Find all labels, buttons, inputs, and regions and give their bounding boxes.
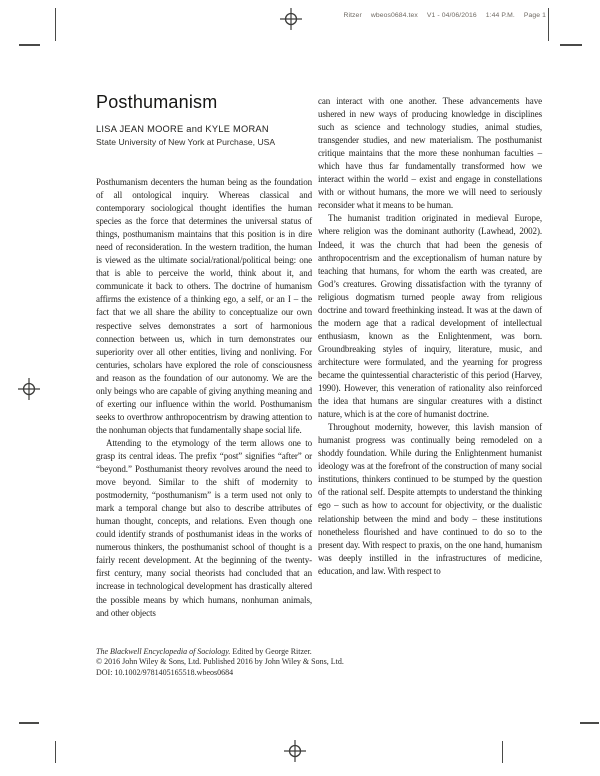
imprint-footnote	[96, 647, 426, 678]
crop-mark-top-left-tick	[55, 8, 56, 41]
running-head-time: 1:44 P.M.	[485, 12, 515, 19]
crop-mark-top-right-dash	[560, 44, 582, 46]
running-head-page-number: Page 1	[523, 12, 546, 19]
body-paragraph: Throughout modernity, however, this lavish mansion of humanist progress was continually being remodeled on a shoddy foundation. While during the Enlightenment humanist ideology was at the forefront of the construction of many social institutions, thinkers continued to be stumped by the question of the rational self. Despite attempts to understand the thinking ego – such as how to account for objectivity, or the dualistic relationship between the mind and body – these institutions nonetheless flourished and have continued to do so to the present day. With respect to praxis, on the one hand, humanism was deeply instilled in the infrastructures of medicine, education, and law. With respect to	[318, 422, 542, 576]
running-head-version-date: V1 - 04/06/2016	[426, 12, 477, 19]
left-column	[96, 176, 312, 620]
entry-title: Posthumanism	[96, 92, 218, 112]
body-paragraph: can interact with one another. These advancements have ushered in new ways of producing knowledge in disciplines such as science and technology studies, animal studies, transgender studies, and new materialism. The posthumanist critique maintains that the more these nonhuman faculties – which have thus far fundamentally transformed how we interact within the world – exist and engage in constellations with or without humans, the more we will need to seriously reconsider what it means to be human.	[318, 96, 542, 211]
body-paragraph: Posthumanism decenters the human being as the foundation of all ontological inquiry. Whereas classical and contemporary sociological thought identifies the human species as the force that determines the universal status of things, posthumanism maintains that this position is in dire need of reconsideration. In the western tradition, the human is viewed as the ultimate social/rational/political being: one that is able to perceive the world, think about it, and communicate it back to others. The doctrine of humanism affirms the existence of a thinking ego, a self, or an I – the fact that we all share the ability to conceptualize our own respective selves demonstrates a sort of harmonious connection between us, which in turn demonstrates our superiority over all other entities, living and nonliving. For centuries, scholars have explored the role of consciousness and reason as the foundation of our autonomy. We are the only beings who are capable of giving anything meaning and of exerting our influence within the world. Posthumanism seeks to overthrow anthropocentrism by drawing attention to the nonhuman objects that fundamentally shape social life.	[96, 177, 312, 435]
imprint-line-series	[96, 647, 426, 657]
registration-mark-icon	[284, 740, 306, 762]
running-head-filename: wbeos0684.tex	[370, 12, 418, 19]
crop-mark-bottom-right-tick	[502, 741, 503, 763]
crop-mark-top-right-tick	[548, 8, 549, 41]
crop-mark-top-left-dash	[19, 44, 40, 46]
body-paragraph: Attending to the etymology of the term allows one to grasp its central ideas. The prefix “post” signifies “after” or “beyond.” Posthumanist theory revolves around the need to move beyond. Similar to the shift of modernity to postmodernity, “posthumanism” is a term used not only to mark a temporal change but also to describe attributes of human thought, concepts, and relations. Even though one could identify strands of posthumanist ideas in the works of numerous thinkers, the posthumanist school of thought is a fairly recent development. At the beginning of the twenty-first century, many social theorists had concluded that an increase in technological development has drastically altered the possible means by which humans, nonhuman animals, and other objects	[96, 437, 312, 618]
series-title: The Blackwell Encyclopedia of Sociology.	[96, 647, 231, 656]
series-editor: Edited by George Ritzer.	[230, 647, 312, 656]
imprint-line-copyright: © 2016 John Wiley & Sons, Ltd. Published 2016 by John Wiley & Sons, Ltd.	[96, 657, 344, 667]
crop-mark-bottom-left-tick	[55, 741, 56, 763]
imprint-line-doi: DOI: 10.1002/9781405165518.wbeos0684	[96, 667, 234, 677]
registration-mark-icon	[280, 8, 302, 30]
entry-affiliation: State University of New York at Purchase, USA	[96, 137, 276, 147]
crop-mark-bottom-right-dash	[580, 722, 599, 724]
registration-mark-icon	[18, 378, 40, 400]
crop-mark-bottom-left-dash	[19, 722, 39, 724]
right-column	[318, 95, 542, 578]
running-head-editor: Ritzer	[343, 12, 362, 19]
body-paragraph: The humanist tradition originated in medieval Europe, where religion was the dominant authority (Lawhead, 2002). Indeed, it was the church that had been the genesis of anthropocentrism and the exceptionalism of human nature by teaching that humans, for whom the earth was created, are God’s creatures. Growing dissatisfaction with the tyranny of religious dogmatism turned people away from religious doctrine and toward freethinking instead. It was at the dawn of the modern age that a radical development of intellectual enthusiasm, known as the Enlightenment, was born. Groundbreaking styles of inquiry, literature, music, and architecture were formulated, and the yearning for progress became the quintessential characteristic of this period (Harvey, 1990). However, this veneration of rationality also reinforced the idea that humans are singular creatures with a distinct nature, which is at the core of humanist doctrine.	[318, 213, 542, 420]
title-block	[96, 92, 312, 147]
running-head	[343, 12, 546, 19]
entry-authors: LISA JEAN MOORE and KYLE MORAN	[96, 124, 269, 134]
